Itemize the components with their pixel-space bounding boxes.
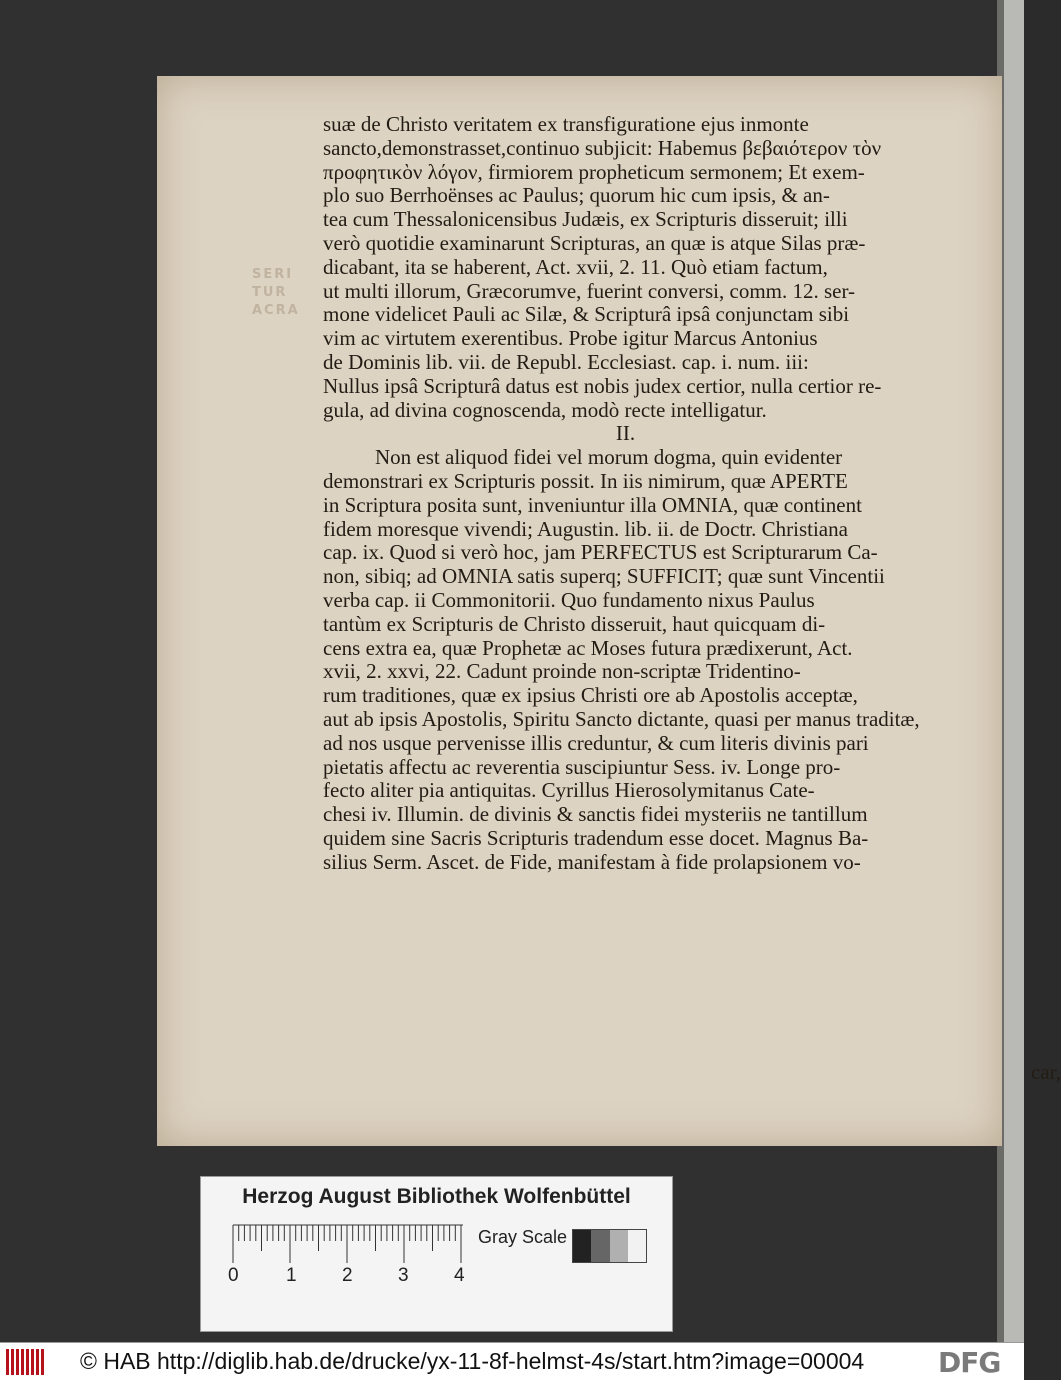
color-target-card: [200, 1176, 673, 1332]
footer-bar: [0, 1342, 1024, 1380]
text-line: Non est aliquod fidei vel morum dogma, quin evidenter: [375, 445, 843, 470]
text-line: suæ de Christo veritatem ex transfiguratione ejus inmonte: [323, 112, 809, 136]
text-line: fidem moresque vivendi; Augustin. lib. ii. de Doctr. Christiana: [323, 516, 848, 541]
text-line: de Dominis lib. vii. de Republ. Ecclesiast. cap. i. num. iii:: [323, 349, 809, 374]
text-line: vim ac virtutem exerentibus. Probe igitur Marcus Antonius: [323, 326, 818, 351]
text-line: dicabant, ita se haberent, Act. xvii, 2. 11. Quò etiam factum,: [323, 254, 828, 279]
text-line: chesi iv. Illumin. de divinis & sanctis fidei mysteriis ne tantillum: [323, 802, 868, 827]
copyright-url[interactable]: © HAB http://diglib.hab.de/drucke/yx-11-8f-helmst-4s/start.htm?image=00004: [80, 1348, 865, 1374]
page-text: [323, 113, 928, 875]
text-line: cens extra ea, quæ Prophetæ ac Moses futura prædixerunt, Act.: [323, 635, 853, 660]
text-line: cap. ix. Quod si verò hoc, jam PERFECTUS est Scripturarum Ca-: [323, 540, 878, 565]
text-line: plo suo Berrhoënses ac Paulus; quorum hic cum ipsis, & an-: [323, 183, 830, 208]
scanned-page: [157, 76, 1061, 1146]
hab-logo-icon: [6, 1349, 46, 1375]
ruler-number: 3: [398, 1265, 409, 1286]
text-line: ad nos usque pervenisse illis creduntur, & cum literis divinis pari: [323, 730, 869, 755]
text-line: gula, ad divina cognoscenda, modò recte intelligatur.: [323, 397, 767, 422]
gray-scale-label: Gray Scale: [478, 1227, 568, 1247]
library-name: Herzog August Bibliothek Wolfenbüttel: [242, 1185, 631, 1208]
text-line: ut multi illorum, Græcorumve, fuerint conversi, comm. 12. ser-: [323, 278, 856, 303]
ruler-number: 2: [342, 1265, 353, 1286]
text-line: tea cum Thessalonicensibus Judæis, ex Scripturis disseruit; illi: [323, 207, 848, 232]
gray-swatch: [628, 1230, 646, 1262]
gray-swatch: [573, 1230, 591, 1262]
ruler-number: 0: [228, 1265, 239, 1286]
text-line: pietatis affectu ac reverentia suscipiuntur Sess. iv. Longe pro-: [323, 754, 841, 779]
text-line: silius Serm. Ascet. de Fide, manifestam à fide prolapsionem vo-: [323, 849, 861, 874]
bleed-line: ACRA: [252, 303, 300, 318]
text-line: rum traditiones, quæ ex ipsius Christi ore ab Apostolis acceptæ,: [323, 683, 858, 708]
text-line: mone videlicet Pauli ac Silæ, & Scripturâ ipsâ conjunctam sibi: [323, 302, 850, 327]
text-line: tantùm ex Scripturis de Christo disseruit, haut quicquam di-: [323, 611, 826, 636]
ruler-number: 1: [286, 1265, 297, 1286]
adjacent-page-strip: [1004, 0, 1024, 1342]
bleed-line: SERI: [252, 267, 294, 282]
text-line: aut ab ipsis Apostolis, Spiritu Sancto dictante, quasi per manus traditæ,: [323, 706, 920, 731]
dfg-logo: DFG: [938, 1346, 1001, 1379]
catchword: car,: [1031, 1060, 1061, 1084]
gray-swatch: [610, 1230, 628, 1262]
text-line: in Scriptura posita sunt, inveniuntur illa OMNIA, quæ continent: [323, 492, 862, 517]
bleed-line: TUR: [252, 285, 288, 300]
gray-scale-swatches: [572, 1229, 647, 1263]
text-line: verò quotidie examinarunt Scripturas, an quæ is atque Silas præ-: [323, 230, 866, 255]
gray-swatch: [591, 1230, 609, 1262]
text-line: quidem sine Sacris Scripturis tradendum esse docet. Magnus Ba-: [323, 825, 869, 850]
text-line: non, sibiq; ad OMNIA satis superq; SUFFICIT; quæ sunt Vincentii: [323, 564, 885, 589]
centimeter-ruler: [231, 1225, 471, 1265]
text-line: sancto,demonstrasset,continuo subjicit: Habemus βεβαιότερον τὸν: [323, 135, 882, 160]
section-heading: II.: [615, 421, 636, 446]
ruler-number: 4: [454, 1265, 465, 1286]
text-line: fecto aliter pia antiquitas. Cyrillus Hierosolymitanus Cate-: [323, 778, 815, 803]
text-line: Nullus ipsâ Scripturâ datus est nobis judex certior, nulla certior re-: [323, 373, 882, 398]
bleed-through-text: [252, 266, 300, 320]
text-line: xvii, 2. xxvi, 22. Cadunt proinde non-scriptæ Tridentino-: [323, 659, 801, 684]
text-line: προφητικὸν λόγον, firmiorem propheticum sermonem; Et exem-: [323, 159, 865, 184]
text-line: demonstrari ex Scripturis possit. In iis nimirum, quæ APERTE: [323, 468, 848, 493]
text-line: verba cap. ii Commonitorii. Quo fundamento nixus Paulus: [323, 587, 815, 612]
